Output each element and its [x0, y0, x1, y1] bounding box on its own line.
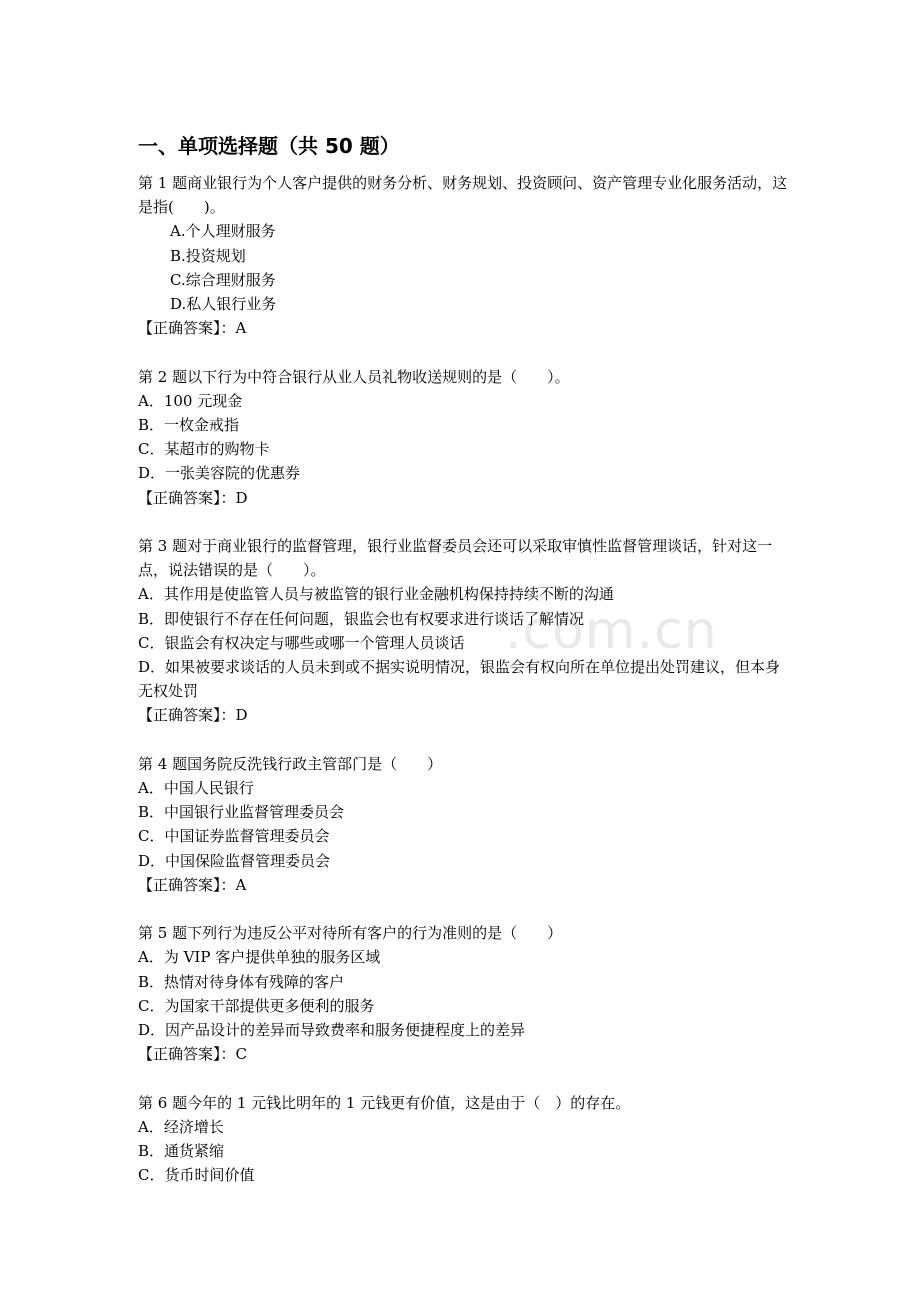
option-list [138, 582, 790, 703]
option-b: B．通货紧缩 [138, 1142, 225, 1161]
option-c: C.综合理财服务 [170, 270, 276, 289]
question-3 [138, 534, 790, 728]
option-list [138, 945, 790, 1042]
question-2 [138, 365, 790, 510]
question-1 [138, 171, 790, 340]
section-title: 一、单项选择题（共 50 题） [138, 134, 400, 158]
option-list [138, 776, 790, 873]
option-a: A．其作用是使监管人员与被监管的银行业金融机构保持持续不断的沟通 [138, 585, 614, 604]
option-a: A．中国人民银行 [138, 779, 254, 798]
correct-answer: 【正确答案】：A [138, 319, 247, 338]
correct-answer: 【正确答案】：D [138, 706, 248, 725]
option-d: D．如果被要求谈话的人员未到或不据实说明情况，银监会有权向所在单位提出处罚建议，但本身无权处罚 [138, 658, 781, 701]
option-a: A.个人理财服务 [170, 222, 276, 241]
correct-answer: 【正确答案】：D [138, 488, 248, 507]
option-b: B．中国银行业监督管理委员会 [138, 803, 345, 822]
option-a: A．100 元现金 [138, 391, 243, 410]
question-stem: 第 4 题国务院反洗钱行政主管部门是（ ） [138, 754, 443, 773]
question-5 [138, 921, 790, 1066]
question-stem: 第 1 题商业银行为个人客户提供的财务分析、财务规划、投资顾问、资产管理专业化服务活动，这是指( )。 [138, 174, 788, 217]
question-stem: 第 6 题今年的 1 元钱比明年的 1 元钱更有价值，这是由于（ ）的存在。 [138, 1093, 631, 1112]
option-a: A．为 VIP 客户提供单独的服务区域 [138, 948, 381, 967]
option-b: B．热情对待身体有残障的客户 [138, 972, 345, 991]
option-c: C．某超市的购物卡 [138, 440, 270, 459]
question-6 [138, 1091, 790, 1188]
option-d: D．一张美容院的优惠券 [138, 464, 301, 483]
question-list [138, 171, 790, 1212]
option-list [138, 389, 790, 486]
option-b: B.投资规划 [170, 246, 246, 265]
question-stem: 第 5 题下列行为违反公平对待所有客户的行为准则的是（ ） [138, 924, 563, 943]
correct-answer: 【正确答案】：A [138, 875, 247, 894]
correct-answer: 【正确答案】：C [138, 1045, 247, 1064]
option-c: C．货币时间价值 [138, 1166, 255, 1185]
option-c: C．为国家干部提供更多便利的服务 [138, 996, 375, 1015]
option-d: D．因产品设计的差异而导致费率和服务便捷程度上的差异 [138, 1021, 526, 1040]
option-c: C．银监会有权决定与哪些或哪一个管理人员谈话 [138, 633, 465, 652]
option-c: C．中国证券监督管理委员会 [138, 827, 330, 846]
option-list [138, 1115, 790, 1188]
option-list [138, 219, 790, 316]
option-b: B．一枚金戒指 [138, 416, 240, 435]
question-stem: 第 2 题以下行为中符合银行从业人员礼物收送规则的是（ ）。 [138, 367, 570, 386]
question-4 [138, 752, 790, 897]
option-d: D．中国保险监督管理委员会 [138, 851, 331, 870]
option-b: B．即使银行不存在任何问题，银监会也有权要求进行谈话了解情况 [138, 609, 585, 628]
option-d: D.私人银行业务 [170, 295, 277, 314]
question-stem: 第 3 题对于商业银行的监督管理，银行业监督委员会还可以采取审慎性监督管理谈话，针对这一点，说法错误的是（ ）。 [138, 537, 773, 580]
option-a: A．经济增长 [138, 1117, 224, 1136]
watermark: .com.cn [505, 601, 718, 661]
